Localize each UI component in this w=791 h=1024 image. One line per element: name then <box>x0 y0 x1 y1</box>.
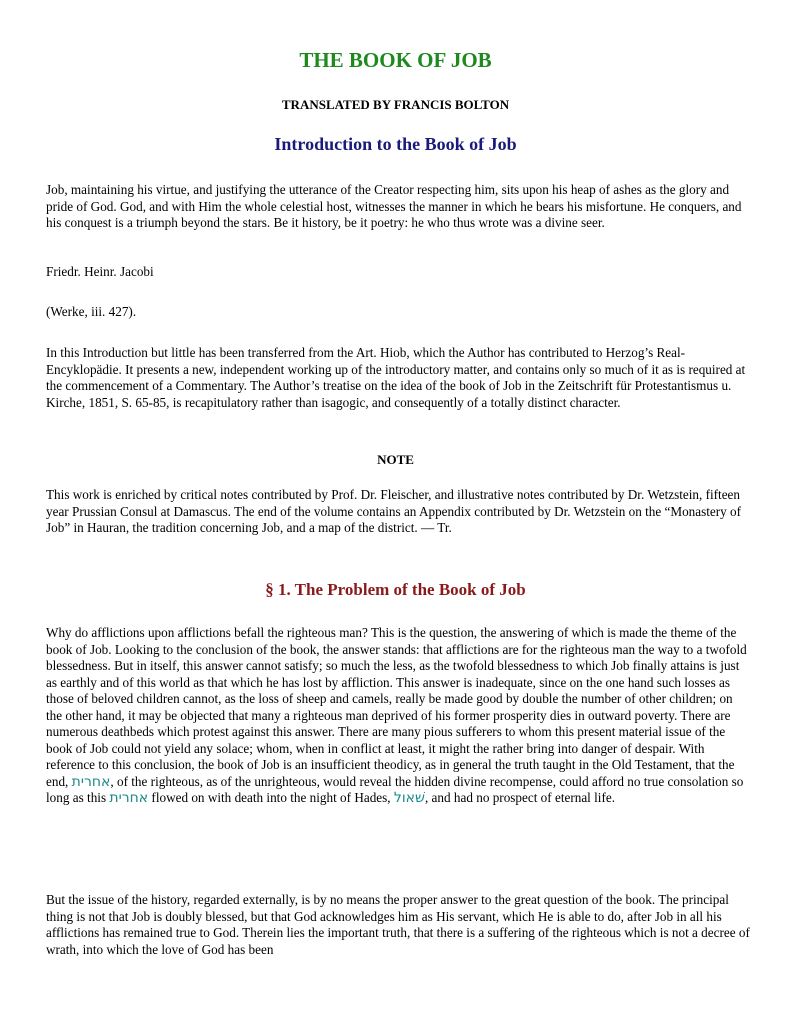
epigraph-reference: (Werke, iii. 427). <box>46 304 137 319</box>
text-run: flowed on with death into the night of Hades, <box>148 790 394 805</box>
introduction-heading: Introduction to the Book of Job <box>274 134 517 154</box>
epigraph-paragraph: Job, maintaining his virtue, and justifying the utterance of the Creator respecting him, sits upon his heap of ashes as the glory and pride of God. God, and with Him the whole celestial host, witnesses the manner in which he bears his misfortune. He conquers, and his conquest is a triumph beyond the stars. Be it history, be it poetry: he who thus wrote was a divine seer. <box>46 182 742 230</box>
hebrew-word-sheol: שׁאול <box>393 790 425 806</box>
book-title: THE BOOK OF JOB <box>299 48 492 72</box>
text-run: , of the righteous, as of the unrighteous, would reveal the hidden divine recompense, could afford no true consolation so long as this <box>46 773 744 805</box>
translator-line: TRANSLATED BY FRANCIS BOLTON <box>281 97 510 112</box>
section-1-heading: § 1. The Problem of the Book of Job <box>265 580 526 599</box>
text-run: , and had no prospect of eternal life. <box>424 790 615 805</box>
section-1-paragraph-2: But the issue of the history, regarded externally, is by no means the proper answer to the great question of the book. The principal thing is not that Job is doubly blessed, but that God acknowledges him as His servant, which He is able to do, after Job in all his afflictions has remained true to God. Therein lies the important truth, that there is a suffering of the righteous which is not a decree of wrath, into which the love of God has been <box>46 892 750 957</box>
hebrew-word-acharith: אחרית <box>109 790 149 806</box>
note-heading: NOTE <box>377 452 414 467</box>
epigraph-attribution: Friedr. Heinr. Jacobi <box>46 264 154 279</box>
text-run: Why do afflictions upon afflictions befall the righteous man? This is the question, the answering of which is made the theme of the book of Job. Looking to the conclusion of the book, the answer stands: that afflictions are for the righteous man the way to a twofold blessedness. But in itself, this answer cannot satisfy; so much the less, as the twofold blessedness to which Job finally attains is just as earthly and of this world as that which he has lost by affliction. This answer is inadequate, since on the one hand such losses as those of beloved children cannot, as the loss of sheep and camels, really be made good by double the number of other children; on the other hand, it may be objected that many a righteous man deprived of his former prosperity dies in outward poverty. There are numerous deathbeds which protest against this answer. There are many pious sufferers to whom this present material issue of the book of Job could not yield any solace; whom, when in conflict at least, it might the rather bring into danger of despair. With reference to this conclusion, the book of Job is an insufficient theodicy, as in general the truth taught in the Old Testament, that the end, <box>46 625 747 789</box>
note-paragraph: This work is enriched by critical notes contributed by Prof. Dr. Fleischer, and illustrative notes contributed by Dr. Wetzstein, fifteen year Prussian Consul at Damascus. The end of the volume contains an Appendix contributed by Dr. Wetzstein on the “Monastery of Job” in Hauran, the tradition concerning Job, and a map of the district. — Tr. <box>46 487 742 535</box>
section-1-paragraph-1 <box>46 625 750 807</box>
hebrew-word-acharith: אחרית <box>71 773 111 790</box>
introduction-paragraph: In this Introduction but little has been transferred from the Art. Hiob, which the Author has contributed to Herzog’s Real-Encyklopädie. It presents a new, independent working up of the introductory matter, and contains only so much of it as is required at the commencement of a Commentary. The Author’s treatise on the idea of the book of Job in the Zeitschrift für Protestantismus u. Kirche, 1851, S. 65-85, is recapitulatory rather than isagogic, and consequently of a totally distinct character. <box>46 345 746 410</box>
